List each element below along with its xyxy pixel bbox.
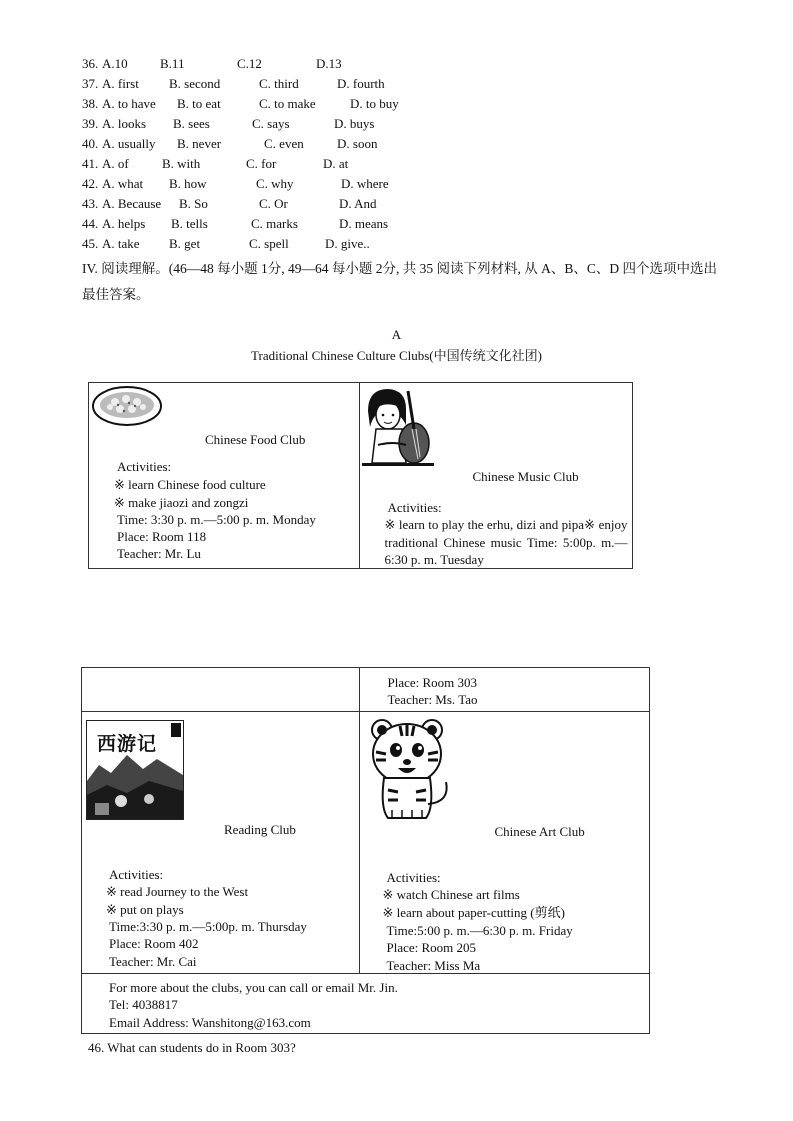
reading-club-name: Reading Club <box>224 822 296 837</box>
option-b: B. with <box>162 156 201 171</box>
contact-cell <box>82 974 650 1034</box>
clubs-table-1 <box>88 382 633 569</box>
option-a: A. Because <box>102 196 162 211</box>
contact-tel: Tel: 4038817 <box>109 997 178 1012</box>
option-c: C. even <box>264 136 304 151</box>
question-number: 36. <box>82 56 99 71</box>
question-number: 40. <box>82 136 99 151</box>
option-d: D. to buy <box>350 96 399 111</box>
food-activity-1: ※ learn Chinese food culture <box>114 477 266 492</box>
option-d: D. give.. <box>325 236 370 251</box>
music-place: Place: Room 303 <box>387 675 478 690</box>
art-place: Place: Room 205 <box>386 940 477 955</box>
food-activities-label: Activities: <box>117 459 172 474</box>
music-club-cell <box>359 383 633 569</box>
art-activities-label: Activities: <box>386 870 441 885</box>
option-a: A. looks <box>102 116 147 131</box>
option-a: A. what <box>102 176 144 191</box>
option-b: B. So <box>179 196 208 211</box>
contact-line: For more about the clubs, you can call or email Mr. Jin. <box>109 980 398 995</box>
option-c: C. says <box>252 116 290 131</box>
option-d: D. fourth <box>337 76 385 91</box>
option-a: A. take <box>102 236 140 251</box>
question-46: 46. What can students do in Room 303? <box>88 1040 296 1055</box>
question-number: 41. <box>82 156 99 171</box>
passage-title: Traditional Chinese Culture Clubs(中国传统文化社团) <box>251 348 542 363</box>
section-header: IV. 阅读理解。(46—48 每小题 1分, 49—64 每小题 2分, 共 35 阅读下列材料, 从 A、B、C、D 四个选项中选出最佳答案。 <box>82 261 718 302</box>
passage-letter: A <box>391 327 402 342</box>
reading-activity-1: ※ read Journey to the West <box>106 884 249 899</box>
option-c: C. spell <box>249 236 289 251</box>
option-b: B. to eat <box>177 96 221 111</box>
question-number: 42. <box>82 176 99 191</box>
art-club-name: Chinese Art Club <box>494 824 585 839</box>
food-time: Time: 3:30 p. m.—5:00 p. m. Monday <box>117 512 316 527</box>
question-number: 44. <box>82 216 99 231</box>
empty-cell <box>82 668 360 712</box>
option-b: B.11 <box>160 56 185 71</box>
option-d: D. soon <box>337 136 378 151</box>
reading-teacher: Teacher: Mr. Cai <box>109 954 197 969</box>
question-number: 45. <box>82 236 99 251</box>
option-b: B. tells <box>171 216 208 231</box>
option-b: B. second <box>169 76 221 91</box>
option-c: C. Or <box>259 196 288 211</box>
clubs-table-2 <box>81 667 650 1034</box>
journey-to-the-west-book-image <box>86 720 184 820</box>
option-a: A. usually <box>102 136 156 151</box>
tiger-cartoon-image <box>362 716 454 822</box>
option-c: C. to make <box>259 96 316 111</box>
music-club-name: Chinese Music Club <box>472 469 579 484</box>
option-a: A.10 <box>102 56 128 71</box>
option-c: C. why <box>256 176 294 191</box>
reading-time: Time:3:30 p. m.—5:00p. m. Thursday <box>109 919 307 934</box>
option-a: A. helps <box>102 216 146 231</box>
question-number: 38. <box>82 96 99 111</box>
option-b: B. get <box>169 236 201 251</box>
art-time: Time:5:00 p. m.—6:30 p. m. Friday <box>386 923 573 938</box>
option-a: A. of <box>102 156 129 171</box>
option-b: B. never <box>177 136 222 151</box>
art-teacher: Teacher: Miss Ma <box>386 958 481 973</box>
food-activity-2: ※ make jiaozi and zongzi <box>114 495 249 510</box>
option-c: C. marks <box>251 216 298 231</box>
art-activity-2: ※ learn about paper-cutting (剪纸) <box>382 905 565 920</box>
option-c: C. for <box>246 156 277 171</box>
option-c: C.12 <box>237 56 262 71</box>
option-d: D. at <box>323 156 349 171</box>
girl-playing-pipa-image <box>362 385 434 467</box>
option-a: A. to have <box>102 96 156 111</box>
option-d: D. And <box>339 196 377 211</box>
music-activities-label: Activities: <box>387 500 442 515</box>
option-d: D. buys <box>334 116 375 131</box>
food-teacher: Teacher: Mr. Lu <box>117 546 201 561</box>
art-activity-1: ※ watch Chinese art films <box>382 887 520 902</box>
option-d: D. means <box>339 216 389 231</box>
question-number: 43. <box>82 196 99 211</box>
contact-email: Email Address: Wanshitong@163.com <box>109 1015 311 1030</box>
option-a: A. first <box>102 76 139 91</box>
book-cover-title: 西游记 <box>97 733 158 755</box>
option-b: B. how <box>169 176 207 191</box>
option-b: B. sees <box>173 116 210 131</box>
art-club-cell <box>359 712 650 974</box>
reading-club-cell <box>82 712 360 974</box>
question-number: 39. <box>82 116 99 131</box>
food-club-cell <box>89 383 360 569</box>
option-d: D.13 <box>316 56 342 71</box>
option-d: D. where <box>341 176 389 191</box>
music-teacher: Teacher: Ms. Tao <box>387 692 478 707</box>
food-club-name: Chinese Food Club <box>205 432 306 447</box>
reading-activities-label: Activities: <box>109 867 164 882</box>
music-club-continued-cell <box>359 668 650 712</box>
question-number: 37. <box>82 76 99 91</box>
reading-place: Place: Room 402 <box>109 936 199 951</box>
food-place: Place: Room 118 <box>117 529 207 544</box>
music-activities-body: ※ learn to play the erhu, dizi and pipa※ enjoy traditional Chinese music Time: 5:00p. m.—6:30 p. m. Tuesday <box>384 517 628 567</box>
reading-activity-2: ※ put on plays <box>106 902 184 917</box>
option-c: C. third <box>259 76 299 91</box>
food-plate-image <box>91 385 163 427</box>
